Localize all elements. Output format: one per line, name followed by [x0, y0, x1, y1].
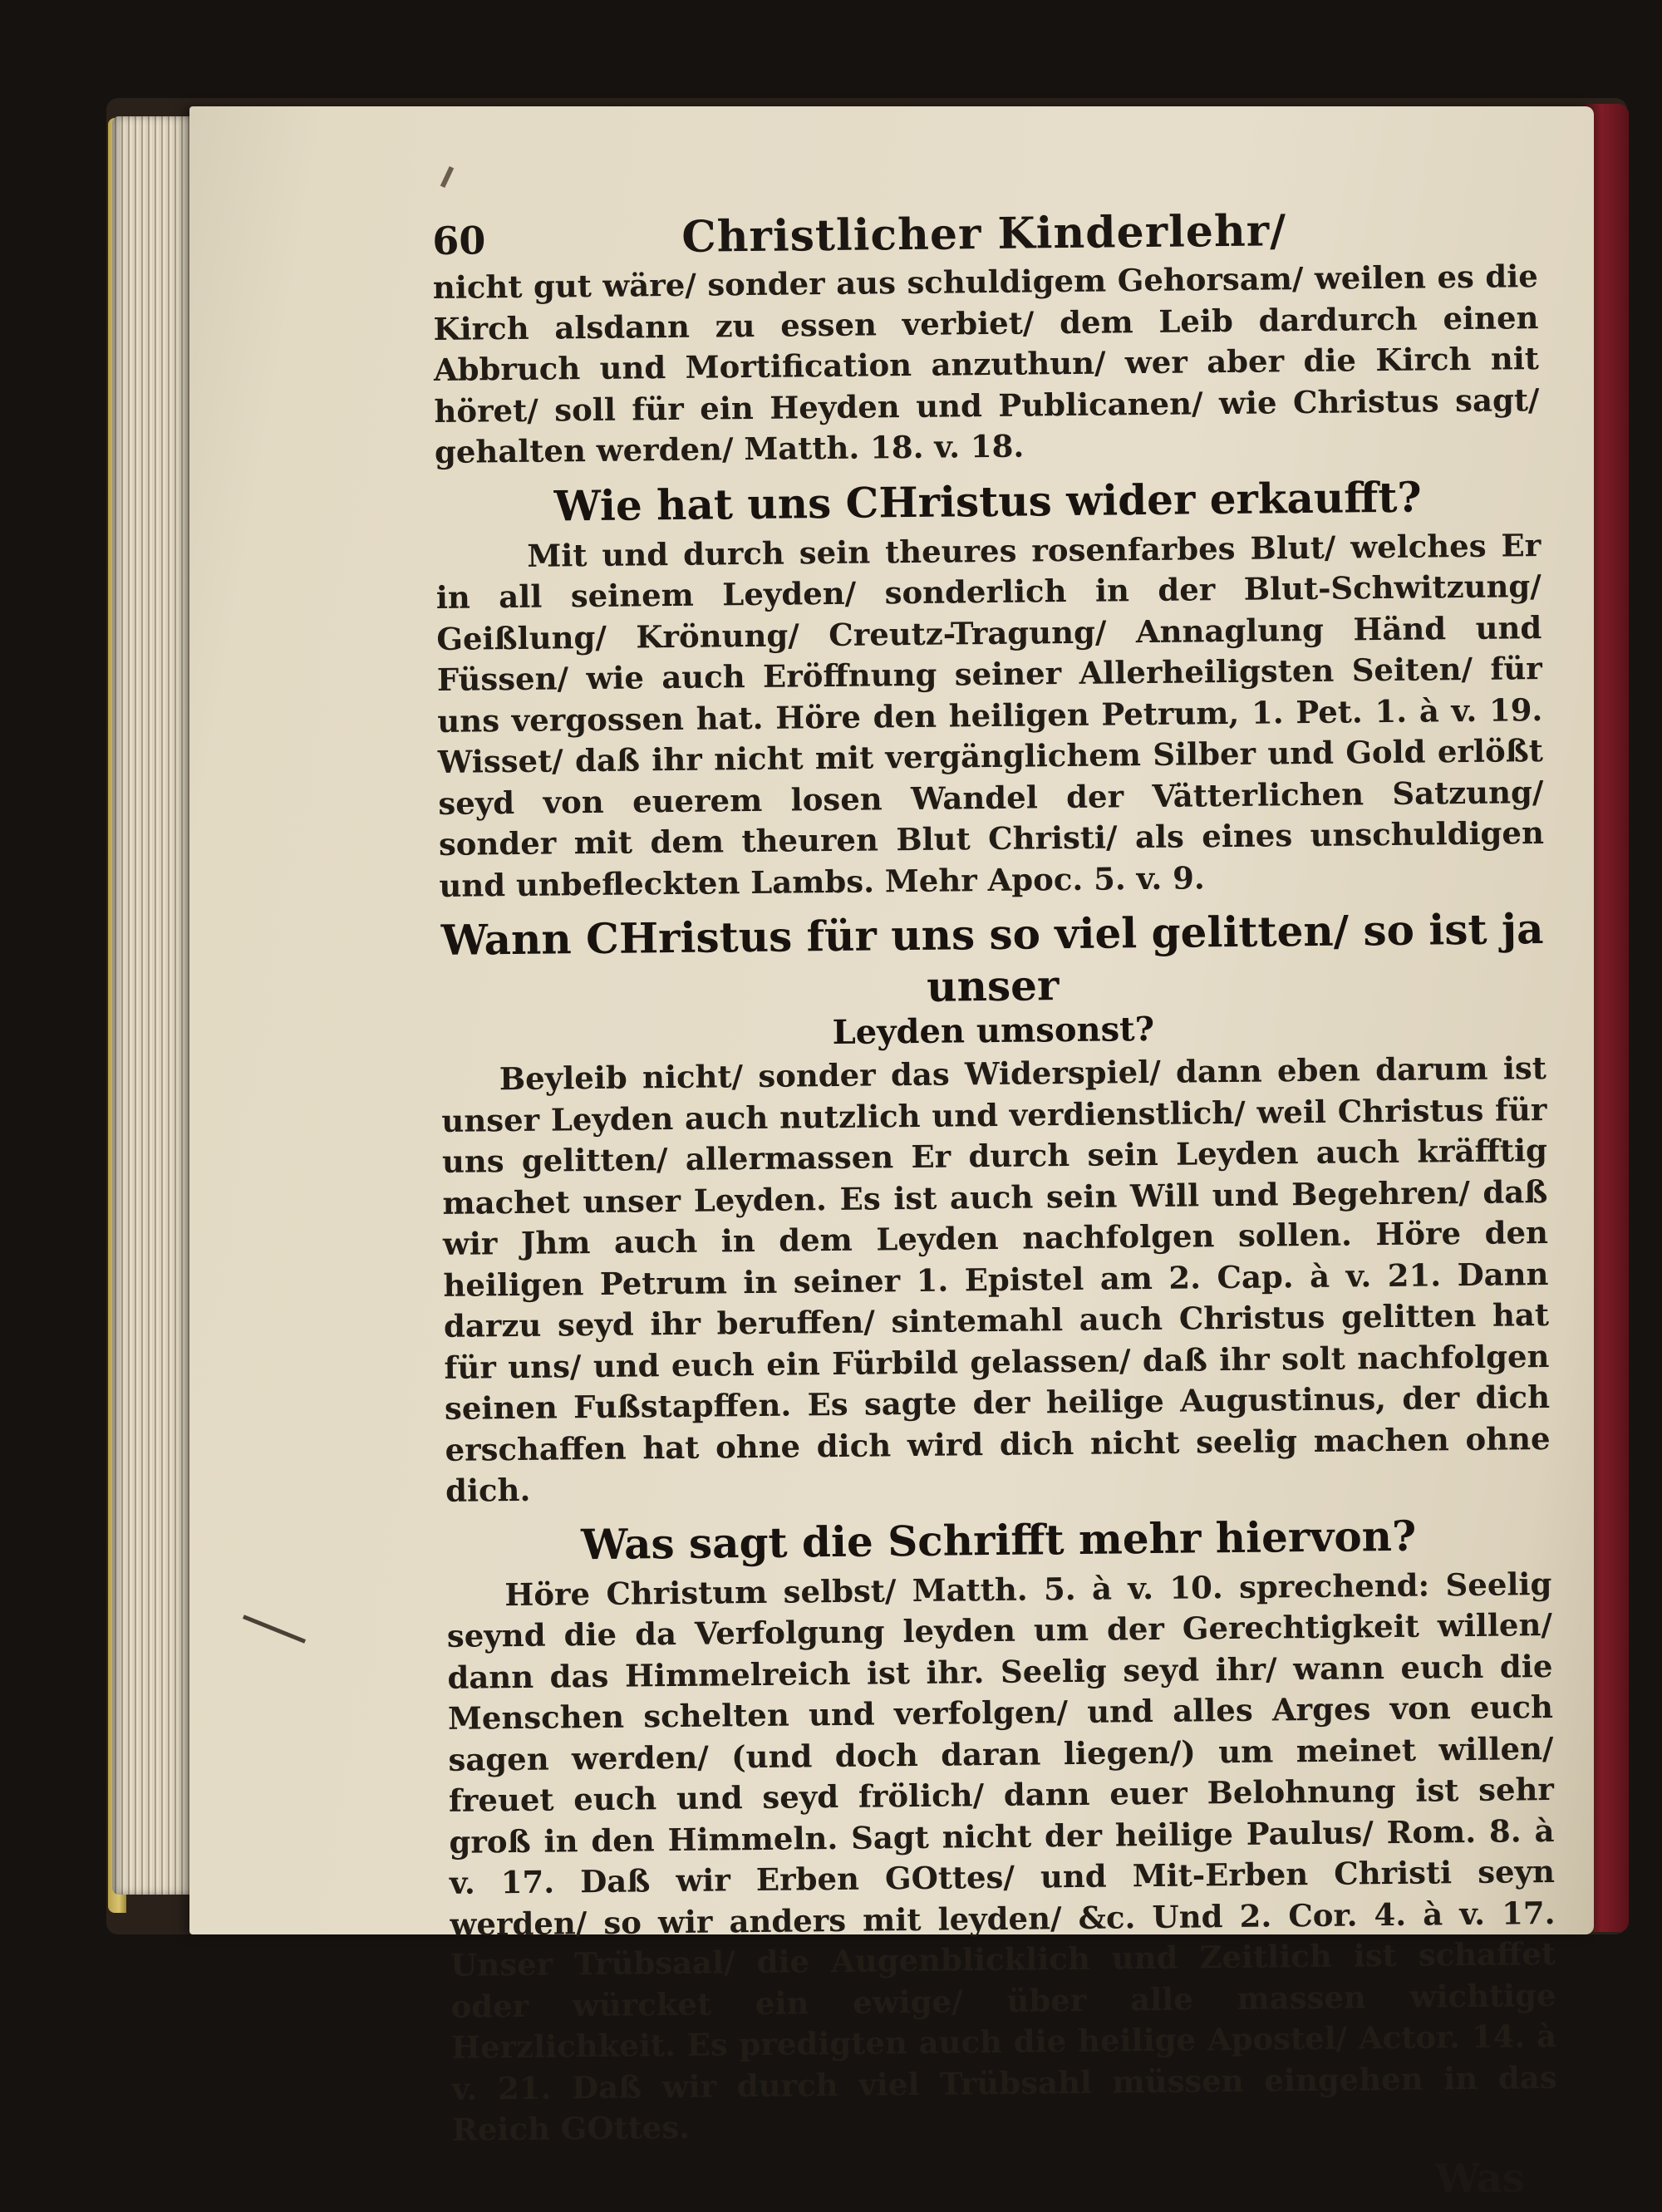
- paragraph-continuation: nicht gut wäre/ sonder aus schuldigem Gehorsam/ weilen es die Kirch alsdann zu essen verbiet/ dem Leib dardurch einen Abbruch und Mortification anzuthun/ wer aber die Kirch nit höret/ soll für ein Heyden und Publicanen/ wie Christus sagt/ gehalten werden/ Matth. 18. v. 18.: [432, 258, 1540, 470]
- answer-paragraph-suffering: Beyleib nicht/ sonder das Widerspiel/ dann eben darum ist unser Leyden auch nutzlich und verdienstlich/ weil Christus für uns gelitten/ allermassen Er durch sein Leyden auch kräfftig machet unser Leyden. Es ist auch sein Will und Begehren/ daß wir Jhm auch in dem Leyden nachfolgen sollen. Höre den heiligen Petrum in seiner 1. Epistel am 2. Cap. à v. 21. Dann darzu seyd ihr beruffen/ sintemahl auch Christus gelitten hat für uns/ und euch ein Fürbild gelassen/ daß ihr solt nachfolgen seinen Fußstapffen. Es sagte der heilige Augustinus, der dich erschaffen hat ohne dich wird dich nicht seelig machen ohne dich.: [441, 1049, 1551, 1509]
- answer-paragraph-redemption: Mit und durch sein theures rosenfarbes Blut/ welches Er in all seinem Leyden/ sonderlich in der Blut-Schwitzung/ Geißlung/ Krönung/ Creutz-Tragung/ Annaglung Händ und Füssen/ wie auch Eröffnung seiner Allerheiligsten Seiten/ für uns vergossen hat. Höre den heiligen Petrum, 1. Pet. 1. à v. 19. Wisset/ daß ihr nicht mit vergänglichem Silber und Gold erlößt seyd von euerem losen Wandel der Vätterlichen Satzung/ sonder mit dem theuren Blut Christi/ als eines unschuldigen und unbefleckten Lambs. Mehr Apoc. 5. v. 9.: [435, 526, 1545, 904]
- question-heading-scripture: Was sagt die Schrifft mehr hiervon?: [580, 1511, 1417, 1569]
- question-heading-suffering: [440, 903, 1546, 1056]
- page-text-block: [432, 203, 1558, 2212]
- running-title: Christlicher Kinderlehr/: [681, 205, 1287, 263]
- catchword: Was: [1434, 2154, 1526, 2202]
- question-heading-redemption: Wie hat uns CHristus wider erkaufft?: [553, 472, 1422, 530]
- question-line-2: Leyden umsonst?: [832, 1009, 1155, 1053]
- question-line-1: Wann CHristus für uns so viel gelitten/ so ist ja unser: [440, 904, 1544, 1011]
- page-number: 60: [432, 218, 486, 263]
- answer-paragraph-scripture: Höre Christum selbst/ Matth. 5. à v. 10. sprechend: Seelig seynd die da Verfolgung leyden um der Gerechtigkeit willen/ dann das Himmelreich ist ihr. Seelig seyd ihr/ wann euch die Menschen schelten und verfolgen/ und alles Arges von euch sagen werden/ (und doch daran liegen/) um meinet willen/ freuet euch und seyd frölich/ dann euer Belohnung ist sehr groß in den Himmeln. Sagt nicht der heilige Paulus/ Rom. 8. à v. 17. Daß wir Erben GOttes/ und Mit-Erben Christi seyn werden/ so wir anders mit leyden/ &c. Und 2. Cor. 4. à v. 17. Unser Trübsaal/ die Augenblicklich und Zeitlich ist schaffet oder würcket ein ewige/ über alle massen wichtige Herzlichkeit. Es predigten auch die heilige Apostel/ Actor. 14. à v. 21. Daß wir durch viel Trübsahl müssen eingehen in das Reich GOttes.: [446, 1565, 1557, 2148]
